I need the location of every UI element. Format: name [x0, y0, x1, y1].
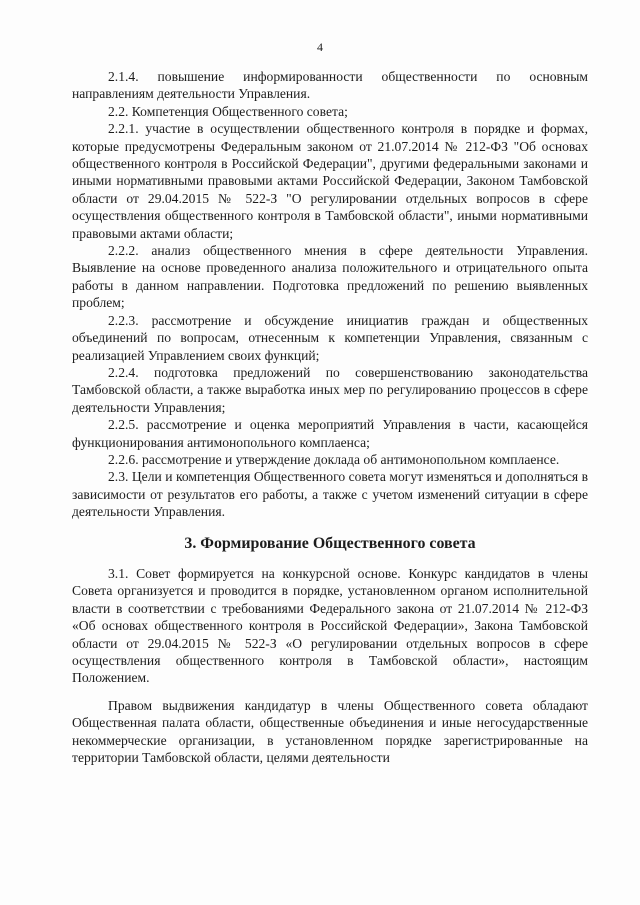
paragraph-3-1: 3.1. Совет формируется на конкурсной основе. Конкурс кандидатов в члены Совета организуется и проводится в порядке, установленном органом исполнительной власти в соответствии с требованиями Федерального закона от 21.07.2014 № 212-ФЗ «Об основах общественного контроля в Российской Федерации», Закона Тамбовской области от 29.04.2015 № 522-З «О регулировании отдельных вопросов в сфере осуществления общественного контроля в Тамбовской области», настоящим Положением.: [72, 565, 588, 686]
paragraph-nomination-right: Правом выдвижения кандидатур в члены Общественного совета обладают Общественная палата области, общественные объединения и иные негосударственные некоммерческие организации, в установленном порядке зарегистрированные на территории Тамбовской области, целями деятельности: [72, 697, 588, 766]
paragraph-2-1-4: 2.1.4. повышение информированности общественности по основным направлениям деятельности Управления.: [72, 69, 588, 102]
document-body: [72, 68, 588, 766]
paragraph-2-2-5: 2.2.5. рассмотрение и оценка мероприятий Управления в части, касающейся функционирования антимонопольного комплаенса;: [72, 417, 588, 450]
paragraph-2-2-1: 2.2.1. участие в осуществлении общественного контроля в порядке и формах, которые предусмотрены Федеральным законом от 21.07.2014 № 212-ФЗ "Об основах общественного контроля в Российской Федерации", другими федеральными законами и иными нормативными правовыми актами Российской Федерации, Законом Тамбовской области от 29.04.2015 № 522-З "О регулировании отдельных вопросов в сфере осуществления общественного контроля в Тамбовской области", иными нормативными правовыми актами области;: [72, 121, 588, 241]
paragraph-2-2-3: 2.2.3. рассмотрение и обсуждение инициатив граждан и общественных объединений по вопросам, отнесенным к компетенции Управления, связанным с реализацией Управлением своих функций;: [72, 312, 588, 363]
paragraph-2-2-6: 2.2.6. рассмотрение и утверждение доклада об антимонопольном комплаенсе.: [108, 451, 560, 467]
paragraph-gap: [72, 687, 588, 697]
paragraph-2-2-4: 2.2.4. подготовка предложений по совершенствованию законодательства Тамбовской области, а также выработка иных мер по регулированию процессов в сфере деятельности Управления;: [72, 364, 588, 415]
section-heading: 3. Формирование Общественного совета: [184, 534, 476, 552]
paragraph-2-2-2: 2.2.2. анализ общественного мнения в сфере деятельности Управления. Выявление на основе проведенного анализа положительного и отрицательного опыта работы в данном направлении. Подготовка предложений по решению выявленных проблем;: [72, 243, 588, 311]
paragraph-2-2: 2.2. Компетенция Общественного совета;: [108, 103, 348, 119]
paragraph-2-3: 2.3. Цели и компетенция Общественного совета могут изменяться и дополняться в зависимости от результатов его работы, а также с учетом изменений ситуации в сфере деятельности Управления.: [72, 469, 588, 520]
page-number: 4: [317, 40, 323, 54]
